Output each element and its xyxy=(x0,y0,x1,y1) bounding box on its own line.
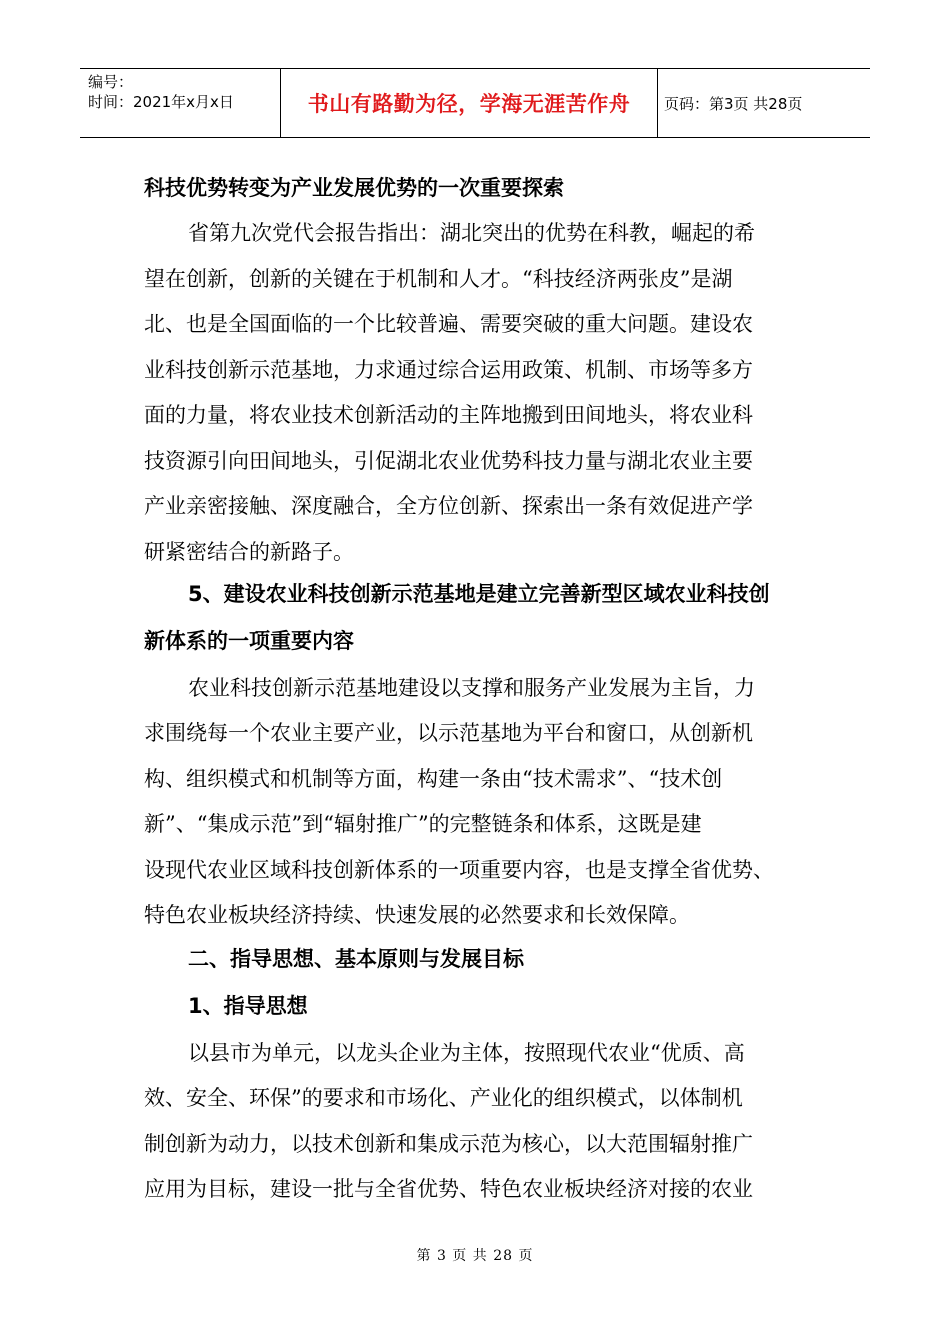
text-line: 以县市为单元，以龙头企业为主体，按照现代农业“优质、高 xyxy=(188,1041,745,1065)
text-line: 产业亲密接触、深度融合，全方位创新、探索出一条有效促进产学 xyxy=(144,494,753,518)
section-heading: 二、指导思想、基本原则与发展目标 xyxy=(188,947,524,971)
text-line: 省第九次党代会报告指出：湖北突出的优势在科教，崛起的希 xyxy=(188,221,755,245)
text-line: 科技优势转变为产业发展优势的一次重要探索 xyxy=(144,176,564,200)
text-line: 农业科技创新示范基地建设以支撑和服务产业发展为主旨，力 xyxy=(188,676,755,700)
text-line: 望在创新，创新的关键在于机制和人才。“科技经济两张皮”是湖 xyxy=(144,267,733,291)
document-header xyxy=(80,68,870,138)
text-line: 制创新为动力，以技术创新和集成示范为核心，以大范围辐射推广 xyxy=(144,1132,753,1156)
text-line: 求围绕每一个农业主要产业，以示范基地为平台和窗口，从创新机 xyxy=(144,721,753,745)
header-motto: 书山有路勤为径，学海无涯苦作舟 xyxy=(280,69,658,137)
text-line: 面的力量，将农业技术创新活动的主阵地搬到田间地头，将农业科 xyxy=(144,403,753,427)
document-number-label: 编号： xyxy=(88,73,134,91)
document-date: 时间：2021年x月x日 xyxy=(88,93,234,111)
text-line: 业科技创新示范基地，力求通过综合运用政策、机制、市场等多方 xyxy=(144,358,753,382)
text-line: 效、安全、环保”的要求和市场化、产业化的组织模式，以体制机 xyxy=(144,1086,743,1110)
text-line: 应用为目标，建设一批与全省优势、特色农业板块经济对接的农业 xyxy=(144,1177,753,1201)
header-page-info: 页码：第3页 共28页 xyxy=(664,94,803,113)
page-footer: 第 3 页 共 28 页 xyxy=(416,1248,534,1264)
text-line: 特色农业板块经济持续、快速发展的必然要求和长效保障。 xyxy=(144,903,690,927)
section-heading: 1、指导思想 xyxy=(188,994,308,1018)
text-line: 北、也是全国面临的一个比较普遍、需要突破的重大问题。建设农 xyxy=(144,312,753,336)
text-line: 构、组织模式和机制等方面，构建一条由“技术需求”、“技术创 xyxy=(144,767,723,791)
section-heading: 5、建设农业科技创新示范基地是建立完善新型区域农业科技创 xyxy=(188,582,770,606)
text-line: 设现代农业区域科技创新体系的一项重要内容，也是支撑全省优势、 xyxy=(144,858,774,882)
header-meta xyxy=(80,69,280,137)
text-line: 研紧密结合的新路子。 xyxy=(144,540,354,564)
text-line: 新”、“集成示范”到“辐射推广”的完整链条和体系，这既是建 xyxy=(144,812,702,836)
section-heading: 新体系的一项重要内容 xyxy=(144,629,354,653)
text-line: 技资源引向田间地头，引促湖北农业优势科技力量与湖北农业主要 xyxy=(144,449,753,473)
